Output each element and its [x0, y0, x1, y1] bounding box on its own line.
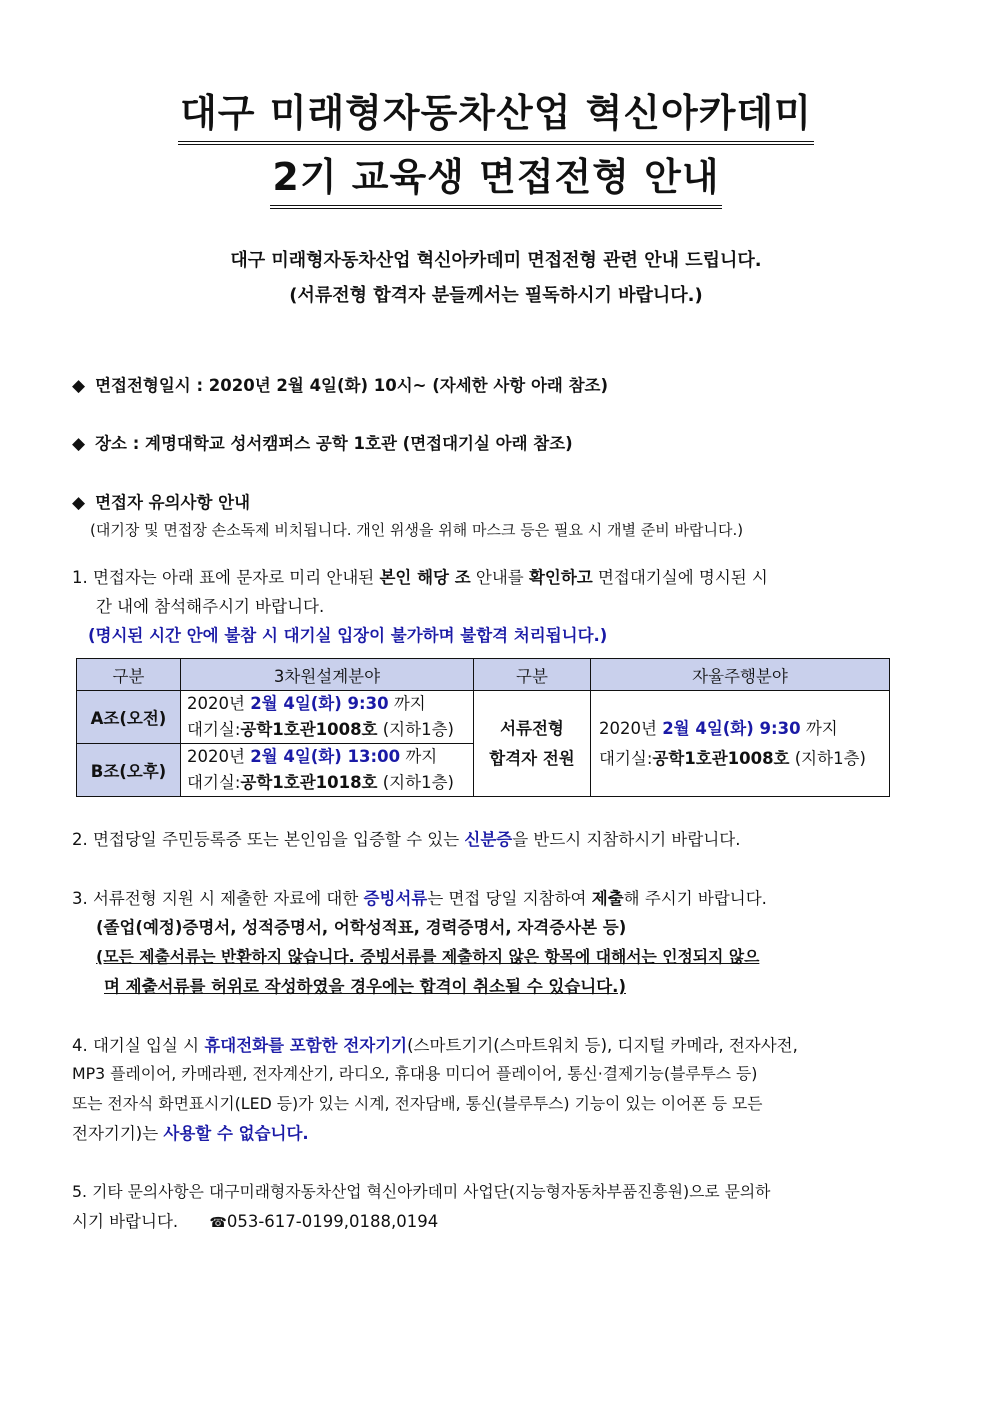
- item1-line1: 1. 면접자는 아래 표에 문자로 미리 안내된 본인 해당 조 안내를 확인하고 면접대기실에 명시된 시: [72, 568, 768, 587]
- bullet-place: ◆ 장소 : 계명대학교 성서캠퍼스 공학 1호관 (면접대기실 아래 참조): [72, 434, 573, 454]
- table-row: [77, 691, 890, 744]
- header-group-2: 구분: [474, 659, 591, 691]
- diamond-bullet-icon: ◆: [72, 434, 86, 454]
- item4-line3: 또는 전자식 화면표시기(LED 등)가 있는 시계, 전자담배, 통신(블루투스) 기능이 있는 이어폰 등 모든: [72, 1094, 763, 1113]
- header-3d-design: 3차원설계분야: [181, 659, 474, 691]
- row-b-3d-cell: 2020년 2월 4일(화) 13:00 까지 대기실:공학1호관1018호 (지하1층): [181, 744, 474, 797]
- intro-line1: 대구 미래형자동차산업 혁신아카데미 면접전형 관련 안내 드립니다.: [230, 250, 762, 271]
- item4-line1: 4. 대기실 입실 시 휴대전화를 포함한 전자기기(스마트기기(스마트워치 등), 디지털 카메라, 전자사전,: [72, 1036, 798, 1055]
- group-applicants-cell: 서류전형 합격자 전원: [474, 691, 591, 797]
- item1-warning: (명시된 시간 안에 불참 시 대기실 입장이 불가하며 불합격 처리됩니다.): [88, 626, 608, 645]
- phone-icon: ☎: [209, 1215, 227, 1231]
- document-title-line2: 2기 교육생 면접전형 안내: [0, 152, 992, 209]
- schedule-table: [76, 658, 890, 797]
- bullet-interview-date: ◆ 면접전형일시 : 2020년 2월 4일(화) 10시~ (자세한 사항 아래 참조): [72, 376, 608, 396]
- notes-subtext: (대기장 및 면접장 손소독제 비치됩니다. 개인 위생을 위해 마스크 등은 필요 시 개별 준비 바랍니다.): [90, 521, 744, 539]
- header-autonomous: 자율주행분야: [591, 659, 890, 691]
- item3-line3: (모든 제출서류는 반환하지 않습니다. 증빙서류를 제출하지 않은 항목에 대해서는 인정되지 않으: [96, 947, 760, 966]
- table-header-row: [77, 659, 890, 691]
- phone-number: 053-617-0199,0188,0194: [226, 1212, 439, 1231]
- item3-line1: 3. 서류전형 지원 시 제출한 자료에 대한 증빙서류는 면접 당일 지참하여 제출해 주시기 바랍니다.: [72, 889, 767, 908]
- item3-line2: (졸업(예정)증명서, 성적증명서, 어학성적표, 경력증명서, 자격증사본 등): [96, 918, 627, 937]
- intro-line2: (서류전형 합격자 분들께서는 필독하시기 바랍니다.): [289, 285, 703, 306]
- row-a-label: A조(오전): [77, 691, 181, 744]
- item4-line2: MP3 플레이어, 카메라펜, 전자계산기, 라디오, 휴대용 미디어 플레이어, 통신·결제기능(블루투스 등): [72, 1064, 758, 1083]
- item5-line2: 시기 바랍니다. ☎053-617-0199,0188,0194: [72, 1212, 439, 1231]
- autonomous-schedule-cell: 2020년 2월 4일(화) 9:30 까지 대기실:공학1호관1008호 (지하1층): [591, 691, 890, 797]
- row-a-3d-cell: 2020년 2월 4일(화) 9:30 까지 대기실:공학1호관1008호 (지하1층): [181, 691, 474, 744]
- diamond-bullet-icon: ◆: [72, 493, 86, 513]
- item2: 2. 면접당일 주민등록증 또는 본인임을 입증할 수 있는 신분증을 반드시 지참하시기 바랍니다.: [72, 830, 741, 849]
- document-title-line1: 대구 미래형자동차산업 혁신아카데미: [0, 88, 992, 145]
- item1-line2: 간 내에 참석해주시기 바랍니다.: [96, 597, 325, 616]
- row-b-label: B조(오후): [77, 744, 181, 797]
- item4-line4: 전자기기)는 사용할 수 없습니다.: [72, 1124, 309, 1143]
- item3-line4: 며 제출서류를 허위로 작성하였을 경우에는 합격이 취소될 수 있습니다.): [104, 977, 626, 996]
- diamond-bullet-icon: ◆: [72, 376, 86, 396]
- bullet-notes-title: ◆ 면접자 유의사항 안내: [72, 493, 251, 513]
- header-group-1: 구분: [77, 659, 181, 691]
- item5-line1: 5. 기타 문의사항은 대구미래형자동차산업 혁신아카데미 사업단(지능형자동차부품진흥원)으로 문의하: [72, 1182, 771, 1201]
